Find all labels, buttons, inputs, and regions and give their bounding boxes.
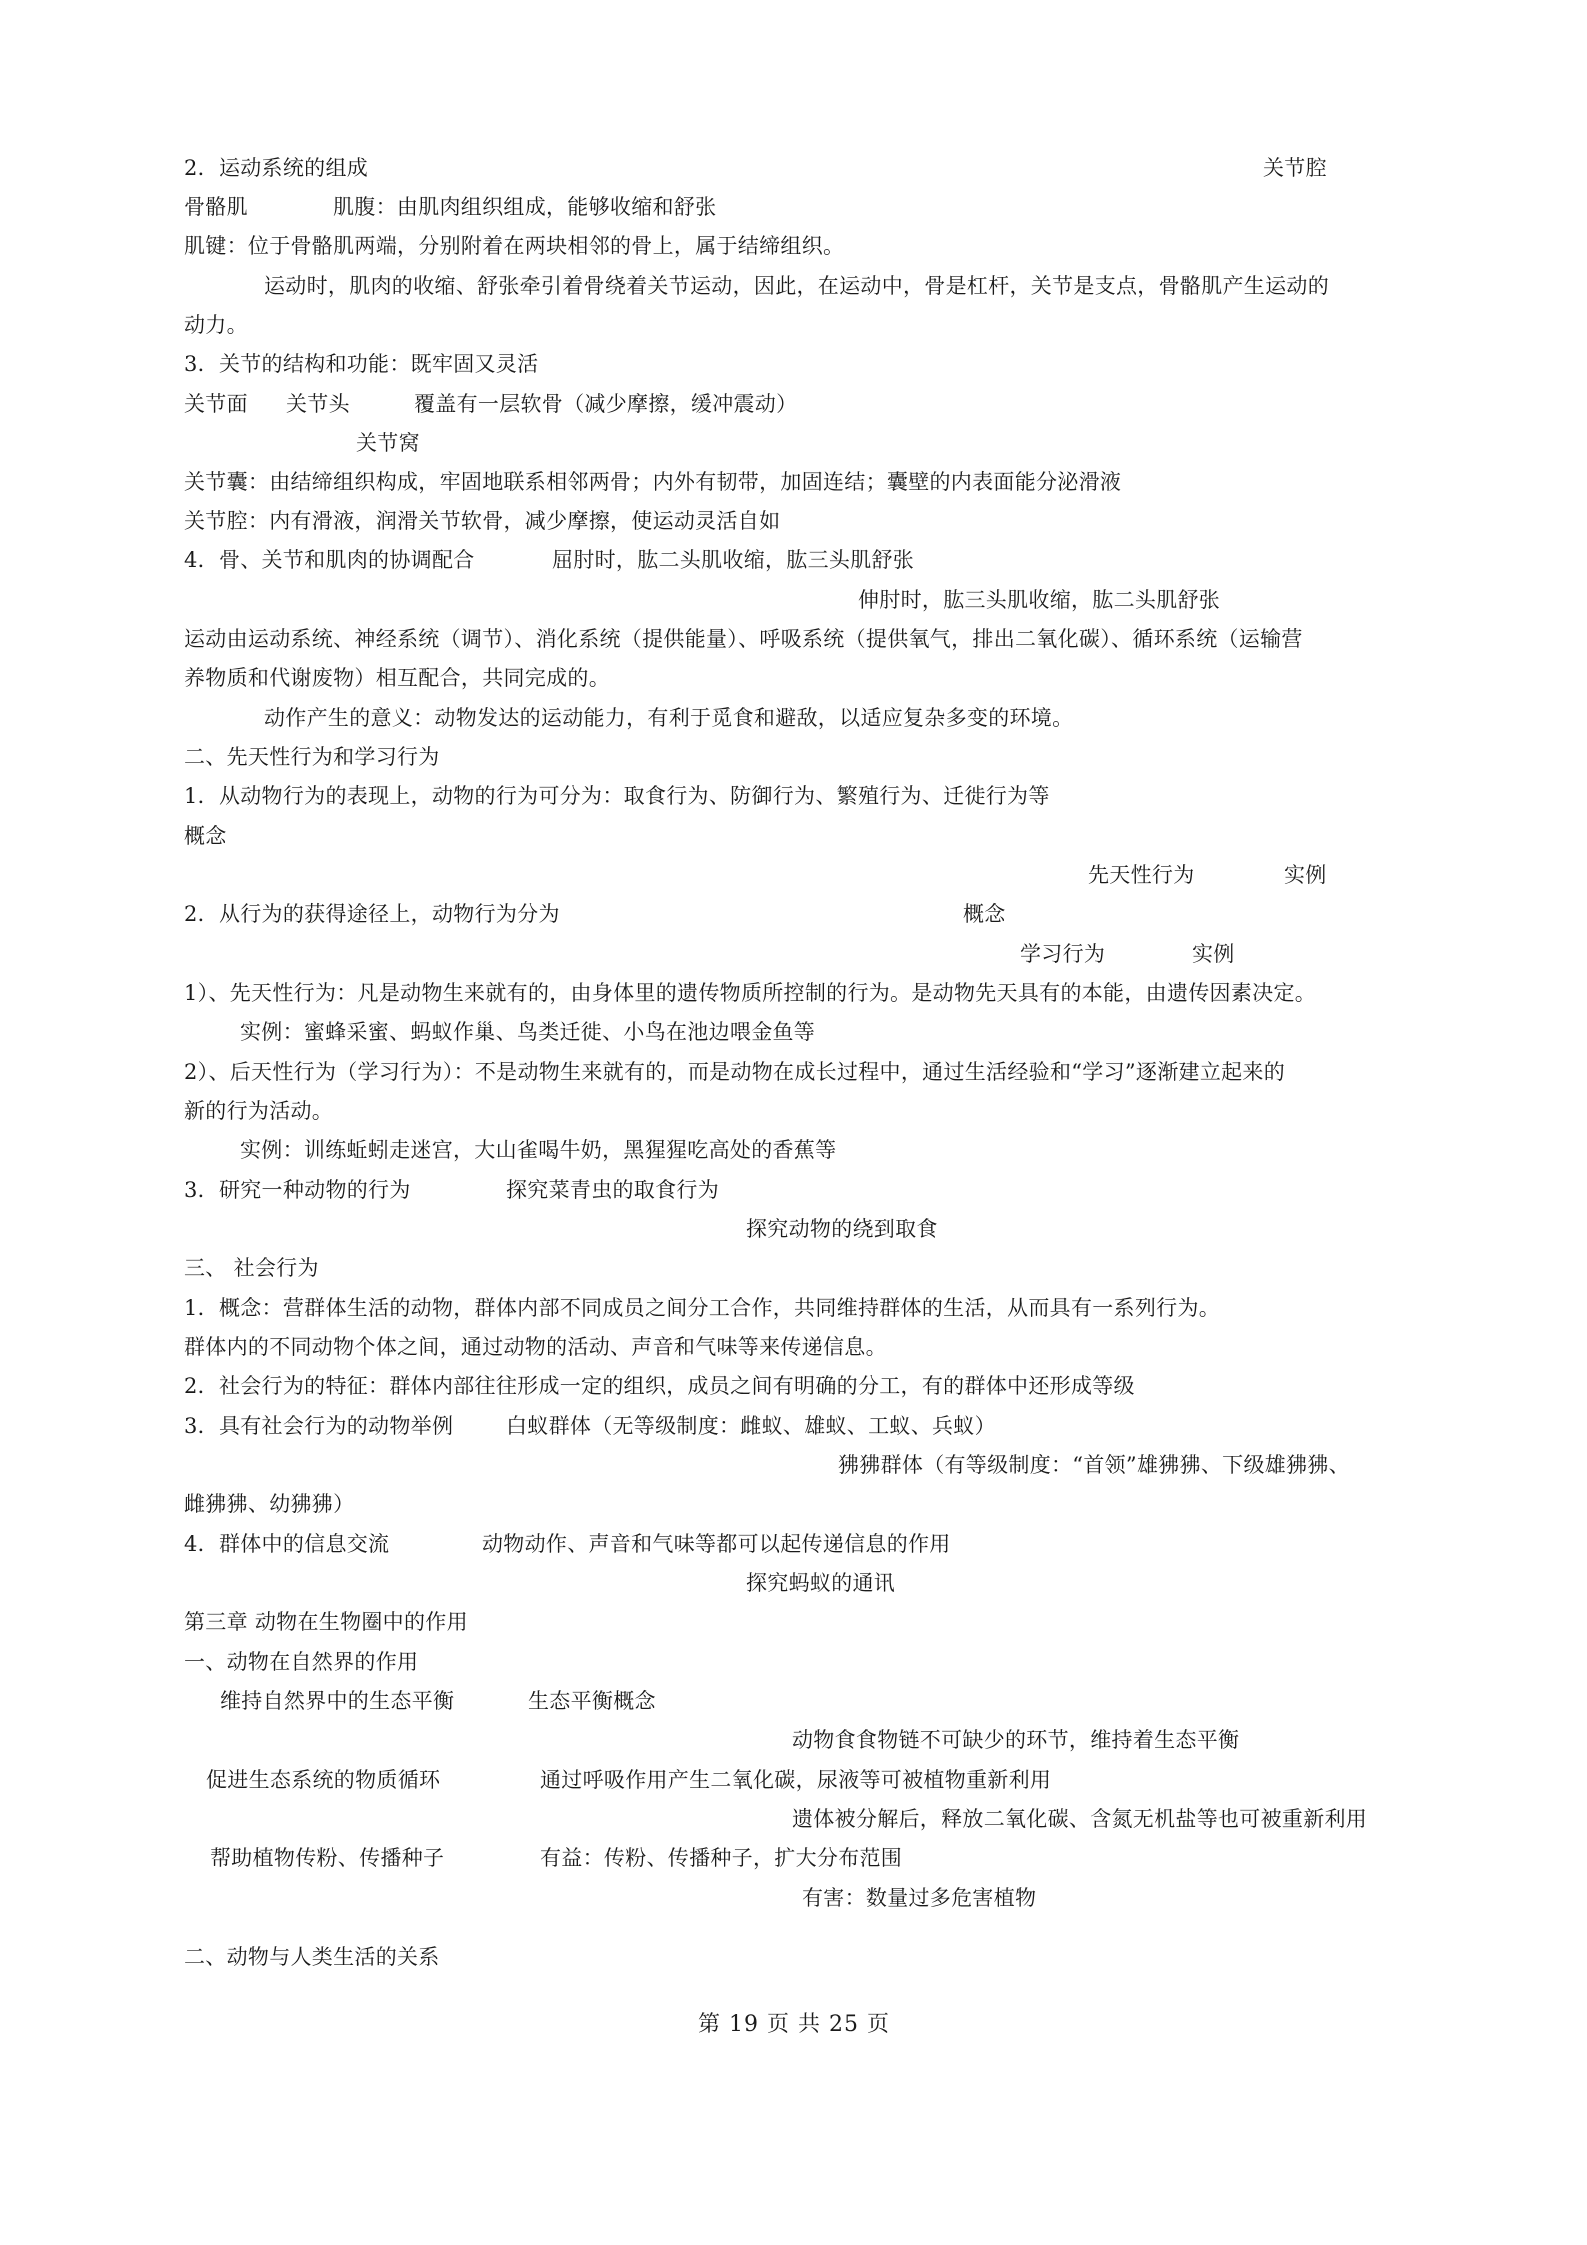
explore-detour-feeding: 探究动物的绕到取食 [746,1217,938,1241]
chapter3-title: 第三章 动物在生物圈中的作用 [184,1610,468,1634]
flexion-text: 屈肘时，肱二头肌收缩，肱三头肌舒张 [552,548,915,572]
learned-examples: 实例：训练蚯蚓走迷宫，大山雀喝牛奶，黑猩猩吃高处的香蕉等 [240,1138,837,1162]
social-item3: 3．具有社会行为的动物举例 [184,1414,454,1438]
social-item1: 1．概念：营群体生活的动物，群体内部不同成员之间分工合作，共同维持群体的生活，从而具有一系列行为。 [184,1296,1221,1320]
learned-behavior-label: 学习行为 [1020,942,1106,966]
systems-paragraph-line2: 养物质和代谢废物）相互配合，共同完成的。 [184,666,610,690]
decomposition-text: 遗体被分解后，释放二氧化碳、含氮无机盐等也可被重新利用 [792,1807,1368,1831]
joint-head-label: 关节头 [286,392,350,416]
behavior-item3: 3．研究一种动物的行为 [184,1178,411,1202]
behavior-heading: 二、先天性行为和学习行为 [184,745,440,769]
joint-cavity-text: 关节腔：内有滑液，润滑关节软骨，减少摩擦，使运动灵活自如 [184,509,781,533]
info-means-text: 动物动作、声音和气味等都可以起传递信息的作用 [482,1532,951,1556]
social-heading: 三、 社会行为 [184,1256,319,1280]
muscle-belly-text: 肌腹：由肌肉组织组成，能够收缩和舒张 [333,195,717,219]
significance-text: 动作产生的意义：动物发达的运动能力，有利于觅食和避敌，以适应复杂多变的环境。 [264,706,1074,730]
baboon-group-line2: 雌狒狒、幼狒狒） [184,1492,355,1516]
concept-mid-label: 概念 [963,902,1006,926]
joint-socket-label: 关节窝 [356,431,420,455]
joint-surface-label: 关节面 [184,392,248,416]
item2-title: 2．运动系统的组成 [184,156,369,180]
joint-capsule-text: 关节囊：由结缔组织构成，牢固地联系相邻两骨；内外有韧带，加固连结；囊壁的内表面能分泌滑液 [184,470,1122,494]
item3-title: 3．关节的结构和功能：既牢固又灵活 [184,352,539,376]
movement-paragraph-line2: 动力。 [184,313,248,337]
behavior-item2: 2．从行为的获得途径上，动物行为分为 [184,902,560,926]
joint-cavity-label: 关节腔 [1263,156,1327,180]
ecological-balance-text: 维持自然界中的生态平衡 [220,1689,455,1713]
innate-behavior-label: 先天性行为 [1088,863,1195,887]
baboon-group-line1: 狒狒群体（有等级制度：“首领”雄狒狒、下级雄狒狒、 [838,1453,1350,1477]
learned-definition-line1: 2）、后天性行为（学习行为）：不是动物生来就有的，而是动物在成长过程中，通过生活经验和“学习”逐渐建立起来的 [184,1060,1286,1084]
extension-text: 伸肘时，肱三头肌收缩，肱二头肌舒张 [858,588,1221,612]
page-number: 第 19 页 共 25 页 [698,2012,890,2037]
tendon-text: 肌键：位于骨骼肌两端，分别附着在两块相邻的骨上，属于结缔组织。 [184,234,845,258]
cartilage-text: 覆盖有一层软骨（减少摩擦，缓冲震动） [414,392,798,416]
social-item2: 2．社会行为的特征：群体内部往往形成一定的组织，成员之间有明确的分工，有的群体中还形成等级 [184,1374,1135,1398]
human-relation-heading: 二、动物与人类生活的关系 [184,1945,440,1969]
learned-definition-line2: 新的行为活动。 [184,1099,334,1123]
respiration-text: 通过呼吸作用产生二氧化碳，尿液等可被植物重新利用 [540,1768,1052,1792]
learned-example-label: 实例 [1192,942,1235,966]
innate-examples: 实例：蜜蜂采蜜、蚂蚁作巢、鸟类迁徙、小鸟在池边喂金鱼等 [240,1020,816,1044]
termite-colony-text: 白蚁群体（无等级制度：雌蚁、雄蚁、工蚁、兵蚁） [506,1414,996,1438]
social-item4: 4．群体中的信息交流 [184,1532,390,1556]
behavior-item1: 1．从动物行为的表现上，动物的行为可分为：取食行为、防御行为、繁殖行为、迁徙行为等 [184,784,1050,808]
ecological-balance-concept: 生态平衡概念 [528,1689,656,1713]
innate-definition: 1）、先天性行为：凡是动物生来就有的，由身体里的遗传物质所控制的行为。是动物先天具有的本能，由遗传因素决定。 [184,981,1317,1005]
material-cycle-text: 促进生态系统的物质循环 [206,1768,441,1792]
harmful-text: 有害：数量过多危害植物 [802,1886,1037,1910]
explore-caterpillar: 探究菜青虫的取食行为 [506,1178,719,1202]
explore-ant-communication: 探究蚂蚁的通讯 [746,1571,896,1595]
concept-left-label: 概念 [184,824,227,848]
item4-title: 4．骨、关节和肌肉的协调配合 [184,548,475,572]
beneficial-text: 有益：传粉、传播种子，扩大分布范围 [540,1846,903,1870]
pollination-text: 帮助植物传粉、传播种子 [210,1846,445,1870]
innate-example-label: 实例 [1284,863,1327,887]
movement-paragraph-line1: 运动时，肌肉的收缩、舒张牵引着骨绕着关节运动，因此，在运动中，骨是杠杆，关节是支点，骨骼肌产生运动的 [264,274,1329,298]
nature-role-heading: 一、动物在自然界的作用 [184,1650,419,1674]
food-chain-text: 动物食食物链不可缺少的环节，维持着生态平衡 [792,1728,1240,1752]
systems-paragraph-line1: 运动由运动系统、神经系统（调节）、消化系统（提供能量）、呼吸系统（提供氧气，排出二氧化碳）、循环系统（运输营 [184,627,1303,651]
skeletal-muscle-label: 骨骼肌 [184,195,248,219]
social-communication: 群体内的不同动物个体之间，通过动物的活动、声音和气味等来传递信息。 [184,1335,887,1359]
